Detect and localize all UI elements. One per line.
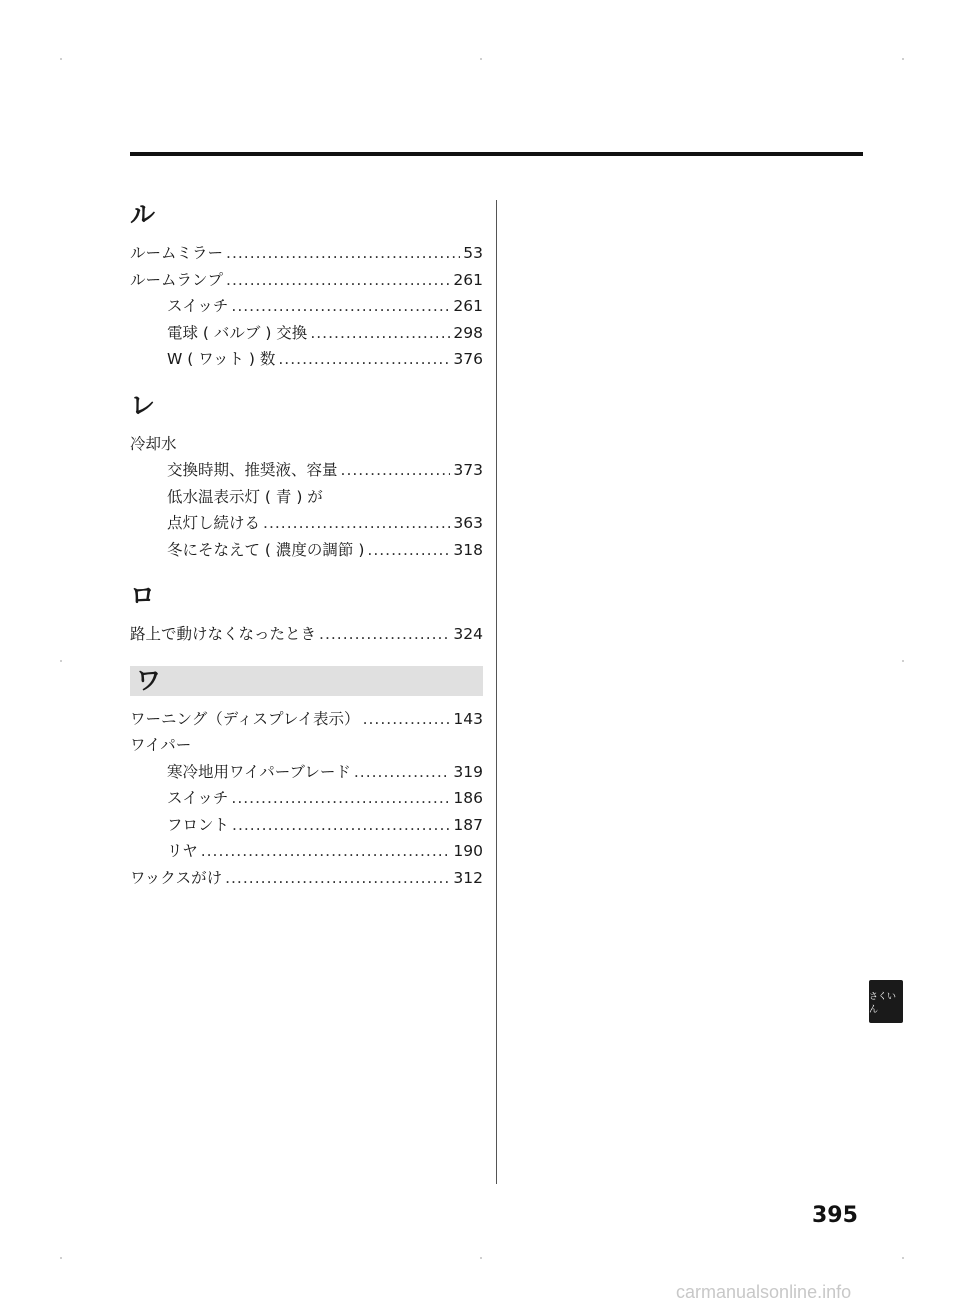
crop-mark — [902, 660, 904, 662]
index-entry[interactable] — [130, 621, 483, 648]
index-entry[interactable] — [130, 240, 483, 267]
index-tab[interactable] — [869, 980, 903, 1023]
index-subentry[interactable] — [130, 320, 483, 347]
dot-leader — [319, 621, 450, 648]
dot-leader — [363, 706, 451, 733]
entry-label: スイッチ — [167, 789, 229, 807]
index-subentry[interactable] — [130, 838, 483, 865]
entry-label: 冬にそなえて ( 濃度の調節 ) — [167, 540, 365, 559]
crop-mark — [60, 58, 62, 60]
entry-label: 寒冷地用ワイパーブレード — [167, 762, 351, 781]
dot-leader — [278, 346, 450, 373]
entry-page: 186 — [453, 789, 483, 807]
entry-label: 点灯し続ける — [167, 514, 261, 532]
entry-page: 187 — [453, 815, 483, 834]
index-subentry[interactable] — [130, 785, 483, 812]
crop-mark — [902, 58, 904, 60]
section-heading: レ — [130, 390, 156, 420]
entry-label: ルームランプ — [130, 270, 224, 289]
column-divider — [496, 200, 497, 1184]
section-heading-shaded: ワ — [130, 666, 483, 696]
section-heading: ロ — [130, 581, 156, 610]
index-subentry — [130, 484, 483, 511]
dot-leader — [367, 537, 450, 564]
index-subentry[interactable] — [130, 457, 483, 484]
dot-leader — [232, 812, 450, 839]
entry-label: 交換時期、推奨液、容量 — [167, 461, 338, 479]
entry-page: 318 — [453, 540, 483, 559]
crop-mark — [60, 1257, 62, 1259]
section-heading: ル — [130, 200, 156, 229]
index-subentry[interactable] — [130, 293, 483, 320]
index-entry[interactable] — [130, 706, 483, 733]
crop-mark — [480, 1257, 482, 1259]
dot-leader — [226, 267, 450, 294]
index-entry — [130, 732, 483, 759]
entry-label: W ( ワット ) 数 — [167, 350, 276, 368]
top-rule — [130, 152, 863, 156]
entry-page: 324 — [453, 625, 483, 643]
entry-page: 53 — [463, 244, 483, 262]
index-subentry[interactable] — [130, 537, 483, 564]
entry-label: フロント — [167, 815, 230, 834]
index-entry — [130, 431, 483, 458]
dot-leader — [226, 240, 460, 267]
entry-page: 143 — [453, 709, 483, 728]
dot-leader — [231, 293, 450, 320]
entry-label: リヤ — [167, 842, 198, 860]
entry-page: 376 — [453, 350, 483, 368]
dot-leader — [354, 759, 451, 786]
entry-label: ワーニング（ディスプレイ表示） — [130, 709, 360, 728]
crop-mark — [60, 660, 62, 662]
entry-label: 低水温表示灯 ( 青 ) が — [167, 487, 323, 506]
index-entry[interactable] — [130, 865, 483, 892]
index-column — [130, 200, 483, 891]
index-subentry[interactable] — [130, 759, 483, 786]
index-subentry[interactable] — [130, 346, 483, 373]
crop-mark — [480, 58, 482, 60]
entry-label: 電球 ( バルブ ) 交換 — [167, 323, 308, 342]
entry-label: ルームミラー — [130, 244, 224, 262]
dot-leader — [310, 320, 450, 347]
entry-label: ワイパー — [130, 736, 192, 754]
dot-leader — [341, 457, 451, 484]
dot-leader — [231, 785, 450, 812]
entry-page: 261 — [453, 270, 483, 289]
dot-leader — [225, 865, 450, 892]
crop-mark — [902, 1257, 904, 1259]
index-entry[interactable] — [130, 267, 483, 294]
entry-page: 298 — [453, 323, 483, 342]
entry-page: 190 — [453, 842, 483, 860]
index-subentry[interactable] — [130, 510, 483, 537]
dot-leader — [201, 838, 451, 865]
entry-page: 373 — [453, 461, 483, 479]
index-tab-label: さくいん — [869, 991, 897, 1015]
dot-leader — [263, 510, 450, 537]
entry-page: 319 — [453, 762, 483, 781]
watermark: carmanualsonline.info — [676, 1282, 852, 1302]
entry-page: 363 — [453, 514, 483, 532]
page-number: 395 — [812, 1203, 858, 1228]
index-subentry[interactable] — [130, 812, 483, 839]
entry-page: 312 — [453, 868, 483, 887]
entry-page: 261 — [453, 297, 483, 315]
entry-label: 冷却水 — [130, 434, 177, 453]
entry-label: スイッチ — [167, 297, 229, 315]
entry-label: 路上で動けなくなったとき — [130, 625, 317, 643]
entry-label: ワックスがけ — [130, 868, 223, 887]
